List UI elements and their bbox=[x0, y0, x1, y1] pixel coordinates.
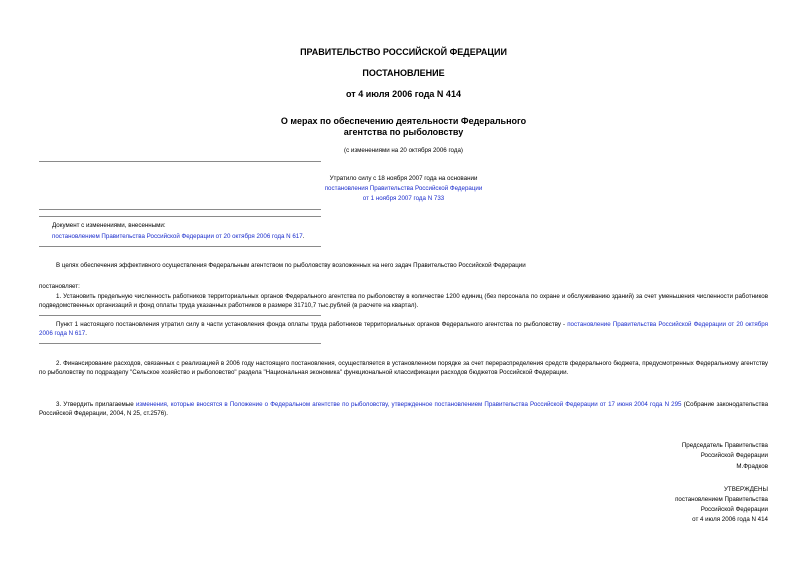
item-3-link[interactable]: изменения, которые вносятся в Положение о Федеральном агентстве по рыболовству, утвержденное постановлением Правительства Российской Федерации от 17 июня 2004 года N 295 bbox=[135, 401, 682, 408]
item-2-text: 2. Финансирование расходов, связанных с реализацией в 2006 году настоящего постановления, осуществляется в установленном порядке за счет перераспределения средств федерального бюджета, предусмотренных Федеральному агентству по рыболовству по подразделу "Сельское хозяйство и рыболовство" раздела "Национальная экономика" функциональной классификации расходов бюджетов Российской Федерации. bbox=[39, 360, 768, 377]
item-1-text: 1. Установить предельную численность работников территориальных органов Федерального агентства по рыболовству в количестве 1200 единиц (без персонала по охране и обслуживанию зданий) за счет уменьшения численности работников подведомственных организаций и фонд оплаты труда указанных работников в размере 31710,7 тыс.рублей (в расчете на квартал). bbox=[39, 293, 768, 310]
amendments-note: (с изменениями на 20 октября 2006 года) bbox=[344, 147, 463, 154]
repeal-link-date[interactable]: от 1 ноября 2007 года N 733 bbox=[362, 195, 445, 202]
divider bbox=[39, 216, 321, 217]
item-1-note bbox=[39, 320, 768, 338]
document-type: ПОСТАНОВЛЕНИЕ bbox=[362, 68, 445, 78]
divider bbox=[39, 246, 321, 247]
item-3-suffix: (Собрание законодательства Российской Федерации, 2004, N 25, ст.2576). bbox=[39, 401, 769, 418]
signature-name: М.Фрадков bbox=[736, 463, 768, 470]
document-date-number: от 4 июля 2006 года N 414 bbox=[346, 89, 461, 99]
item-2 bbox=[39, 359, 768, 377]
divider bbox=[39, 343, 321, 344]
changes-tail: . bbox=[302, 233, 305, 240]
divider bbox=[39, 209, 321, 210]
approved-date: от 4 июля 2006 года N 414 bbox=[692, 516, 768, 523]
repeal-notice: Утратило силу с 18 ноября 2007 года на основании bbox=[329, 175, 478, 182]
changes-intro: Документ с изменениями, внесенными: bbox=[52, 222, 166, 229]
preamble-text: В целях обеспечения эффективного осуществления Федеральным агентством по рыболовству возложенных на него задач Правительство Российской Федерации bbox=[56, 262, 526, 269]
government-title: ПРАВИТЕЛЬСТВО РОССИЙСКОЙ ФЕДЕРАЦИИ bbox=[300, 47, 507, 57]
approved-by: постановлением Правительства bbox=[675, 496, 768, 503]
item-1 bbox=[39, 292, 768, 310]
decree-word: постановляет: bbox=[39, 283, 80, 290]
document-title-line2: агентства по рыболовству bbox=[343, 127, 464, 137]
approved-title: УТВЕРЖДЕНЫ bbox=[724, 486, 768, 493]
signature-position: Председатель Правительства bbox=[681, 442, 768, 449]
repeal-link[interactable]: постановления Правительства Российской Федерации bbox=[324, 185, 483, 192]
divider bbox=[39, 315, 321, 316]
item-1-note-link[interactable]: постановление Правительства Российской Федерации от 20 октября 2006 года N 617 bbox=[39, 321, 768, 338]
divider bbox=[39, 161, 321, 162]
approved-country: Российской Федерации bbox=[700, 506, 768, 513]
signature-country: Российской Федерации bbox=[700, 452, 768, 459]
changes-line bbox=[52, 232, 304, 241]
item-3-prefix: 3. Утвердить прилагаемые bbox=[56, 401, 136, 408]
item-1-note-tail: . bbox=[85, 330, 87, 338]
changes-link[interactable]: постановлением Правительства Российской Федерации от 20 октября 2006 года N 617 bbox=[52, 233, 303, 240]
item-1-note-text: Пункт 1 настоящего постановления утратил силу в части установления фонда оплаты труда работников территориальных органов Федерального агентства по рыболовству - bbox=[56, 321, 568, 328]
preamble bbox=[39, 261, 768, 270]
document-title-line1: О мерах по обеспечению деятельности Федерального bbox=[280, 116, 527, 126]
item-3 bbox=[39, 400, 768, 418]
